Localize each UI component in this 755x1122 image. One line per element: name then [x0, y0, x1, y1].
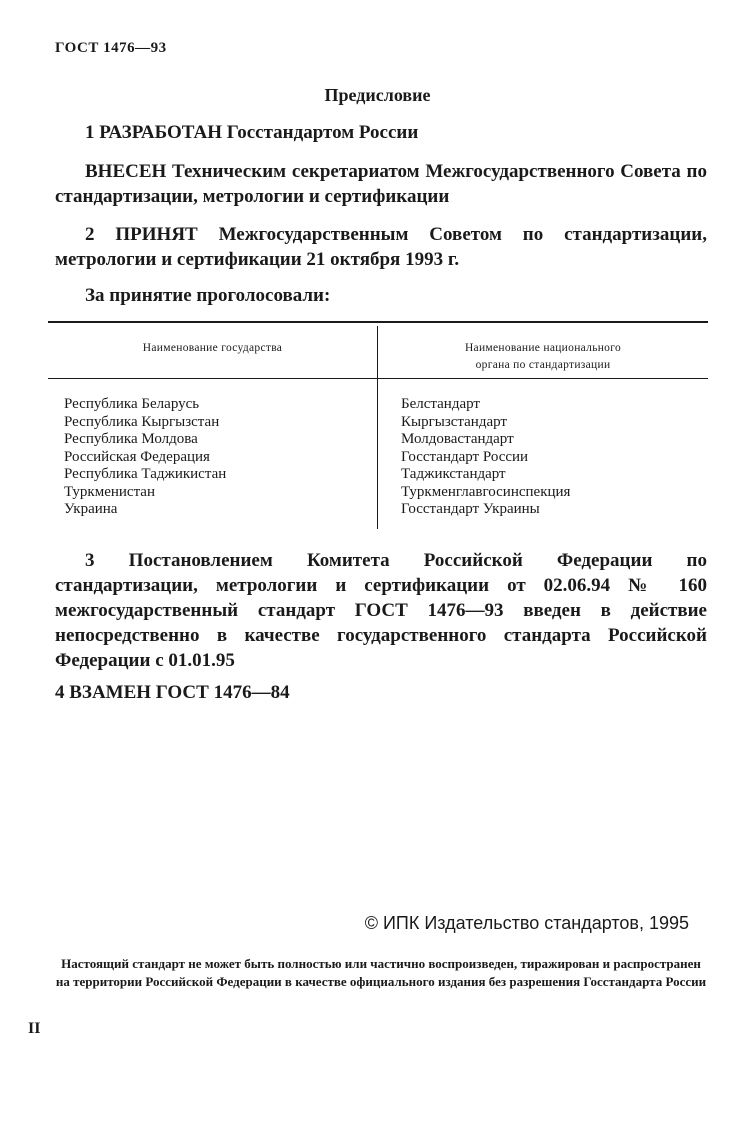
- paragraph-voted: За принятие проголосовали:: [85, 285, 331, 306]
- table-cell-state: Украина: [64, 501, 118, 517]
- paragraph-adopted: 2 ПРИНЯТ Межгосударственным Советом по стандартизации, метрологии и сертификации 21 октября 1993 г.: [55, 224, 707, 270]
- table-cell-body: Госстандарт Украины: [401, 501, 540, 517]
- paragraph-introduced: ВНЕСЕН Техническим секретариатом Межгосударственного Совета по стандартизации, метрологии и сертификации: [55, 161, 707, 207]
- table-header-body-line1: Наименование национального: [464, 342, 622, 354]
- table-cell-body: Молдовастандарт: [401, 431, 514, 447]
- table-header-rule: [48, 378, 708, 379]
- table-cell-body: Госстандарт России: [401, 448, 529, 465]
- table-cell-state: Российская Федерация: [64, 448, 210, 465]
- table-cell-body: Туркменглавгосинспекция: [401, 483, 571, 500]
- copyright-line: © ИПК Издательство стандартов, 1995: [364, 913, 689, 933]
- table-header-body: [378, 340, 708, 374]
- table-cell-body: Таджикстандарт: [401, 466, 506, 482]
- reproduction-notice: Настоящий стандарт не может быть полностью или частично воспроизведен, тиражирован и распространен на территории Российской Федерации в качестве официального издания без разрешения Госстандарта России: [55, 956, 707, 989]
- document-code: ГОСТ 1476—93: [55, 40, 167, 56]
- page-number: II: [28, 1020, 41, 1037]
- table-cell-state: Республика Беларусь: [64, 396, 200, 412]
- table-cell-body: Белстандарт: [401, 396, 480, 412]
- table-cell-state: Республика Кыргызстан: [64, 413, 220, 430]
- table-cell-state: Туркменистан: [64, 483, 155, 500]
- paragraph-resolution: 3 Постановлением Комитета Российской Федерации по стандартизации, метрологии и сертификации от 02.06.94 № 160 межгосударственный стандарт ГОСТ 1476—93 введен в действие непосредственно в качестве государственного стандарта Российской Федерации с 01.01.95: [55, 550, 707, 671]
- table-header-body-line2: органа по стандартизации: [475, 359, 611, 371]
- table-cell-state: Республика Таджикистан: [64, 466, 227, 482]
- table-cell-state: Республика Молдова: [64, 431, 198, 447]
- table-header-state: [48, 340, 377, 357]
- paragraph-replaces: 4 ВЗАМЕН ГОСТ 1476—84: [55, 682, 290, 703]
- table-header-state-label: Наименование государства: [142, 342, 283, 354]
- table-column-bodies: [401, 396, 570, 519]
- preface-title: Предисловие: [324, 85, 431, 105]
- table-top-rule: [48, 321, 708, 323]
- table-column-states: [64, 396, 226, 519]
- table-cell-body: Кыргызстандарт: [401, 413, 507, 430]
- paragraph-developed: 1 РАЗРАБОТАН Госстандартом России: [85, 122, 419, 143]
